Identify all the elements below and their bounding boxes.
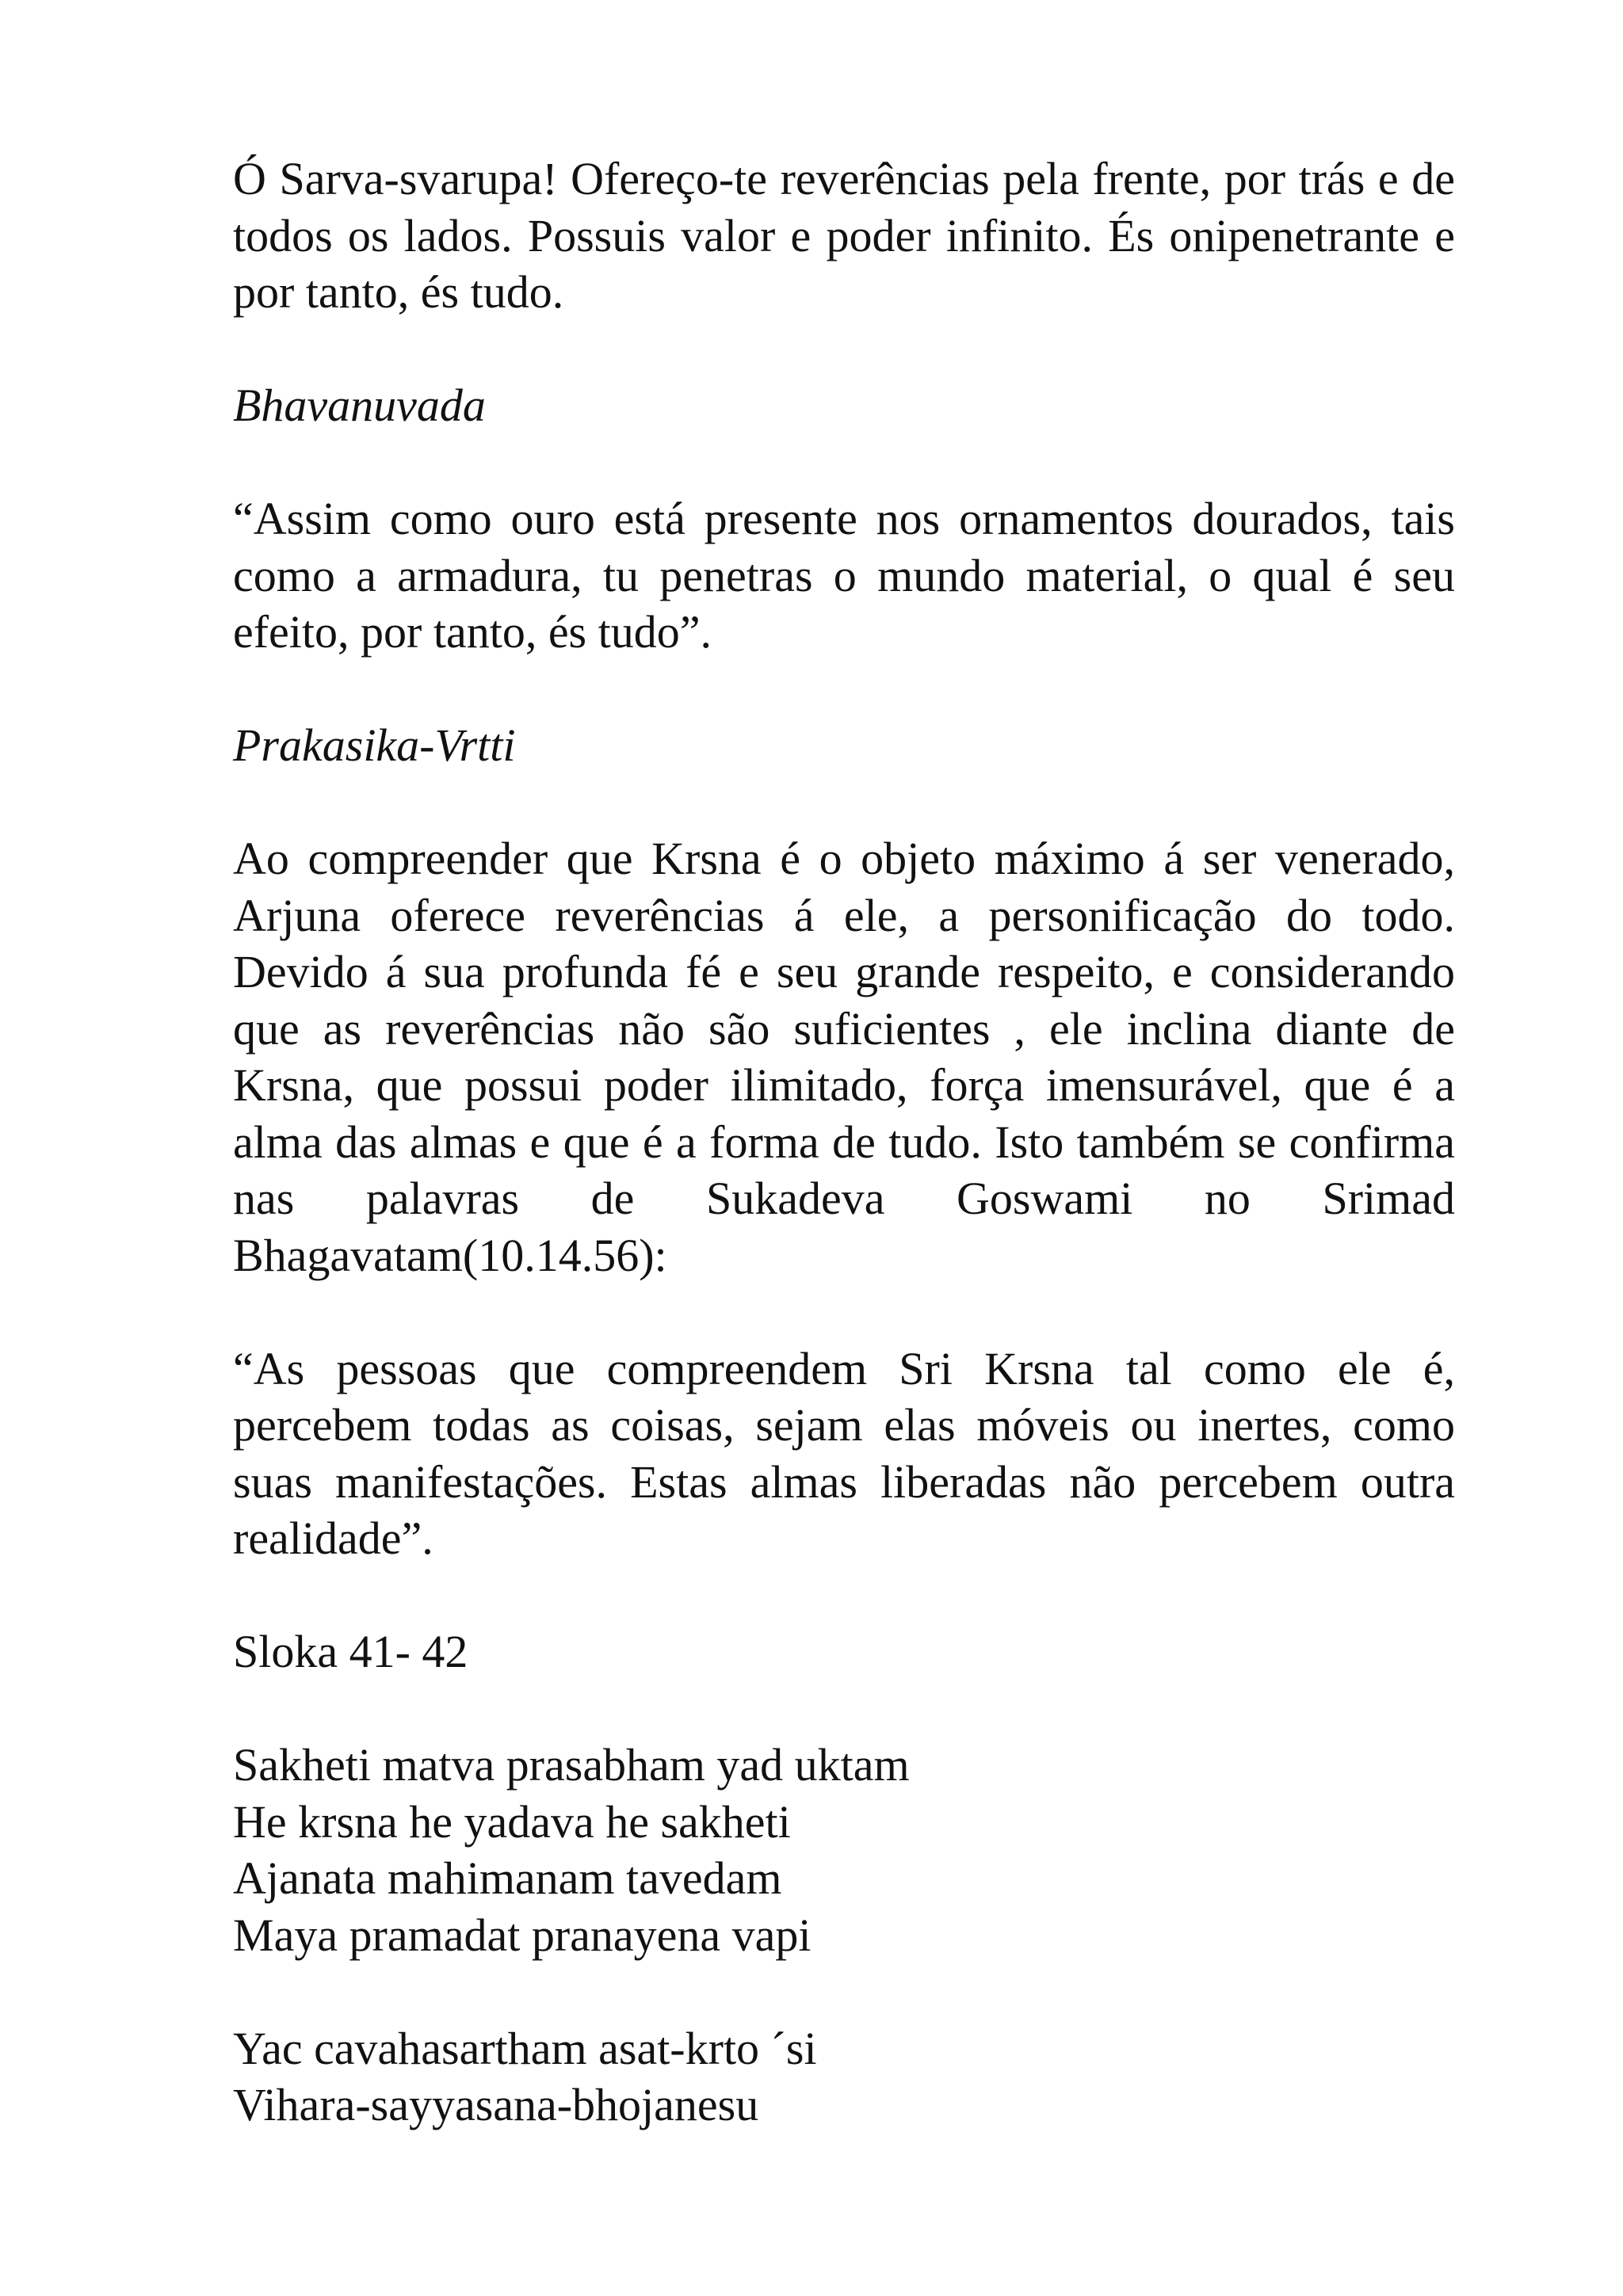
document-page <box>233 151 1455 2190</box>
verse-line: Sakheti matva prasabham yad uktam <box>233 1739 910 1791</box>
verse-stanza-1 <box>233 1737 1455 1963</box>
verse-line: Ajanata mahimanam tavedam <box>233 1852 782 1904</box>
verse-line: He krsna he yadava he sakheti <box>233 1795 791 1848</box>
quotation-paragraph: “As pessoas que compreendem Sri Krsna tal como ele é, percebem todas as coisas, sejam elas móveis ou inertes, como suas manifestações. Estas almas liberadas não percebem outra realidade”. <box>233 1342 1455 1564</box>
verse-line: Vihara-sayyasana-bhojanesu <box>233 2079 759 2130</box>
section-heading-prakasika-vrtti: Prakasika-Vrtti <box>233 719 516 771</box>
verse-line: Maya pramadat pranayena vapi <box>233 1909 812 1961</box>
bhavanuvada-paragraph: “Assim como ouro está presente nos ornamentos dourados, tais como a armadura, tu penetras o mundo material, o qual é seu efeito, por tanto, és tudo”. <box>233 493 1455 658</box>
verse-line: Yac cavahasartham asat-krto ´si <box>233 2022 817 2074</box>
sloka-heading: Sloka 41- 42 <box>233 1626 468 1677</box>
praise-paragraph: Ó Sarva-svarupa! Ofereço-te reverências pela frente, por trás e de todos os lados. Possuis valor e poder infinito. És onipenetrante e por tanto, és tudo. <box>233 153 1455 318</box>
verse-stanza-2 <box>233 2020 1455 2134</box>
commentary-paragraph: Ao compreender que Krsna é o objeto máximo á ser venerado, Arjuna oferece reverências á ele, a personificação do todo. Devido á sua profunda fé e seu grande respeito, e considerando que as reverências não são suficientes , ele inclina diante de Krsna, que possui poder ilimitado, força imensurável, que é a alma das almas e que é a forma de tudo. Isto também se confirma nas palavras de Sukadeva Goswami no Srimad Bhagavatam(10.14.56): <box>233 833 1455 1281</box>
section-heading-bhavanuvada: Bhavanuvada <box>233 379 486 431</box>
